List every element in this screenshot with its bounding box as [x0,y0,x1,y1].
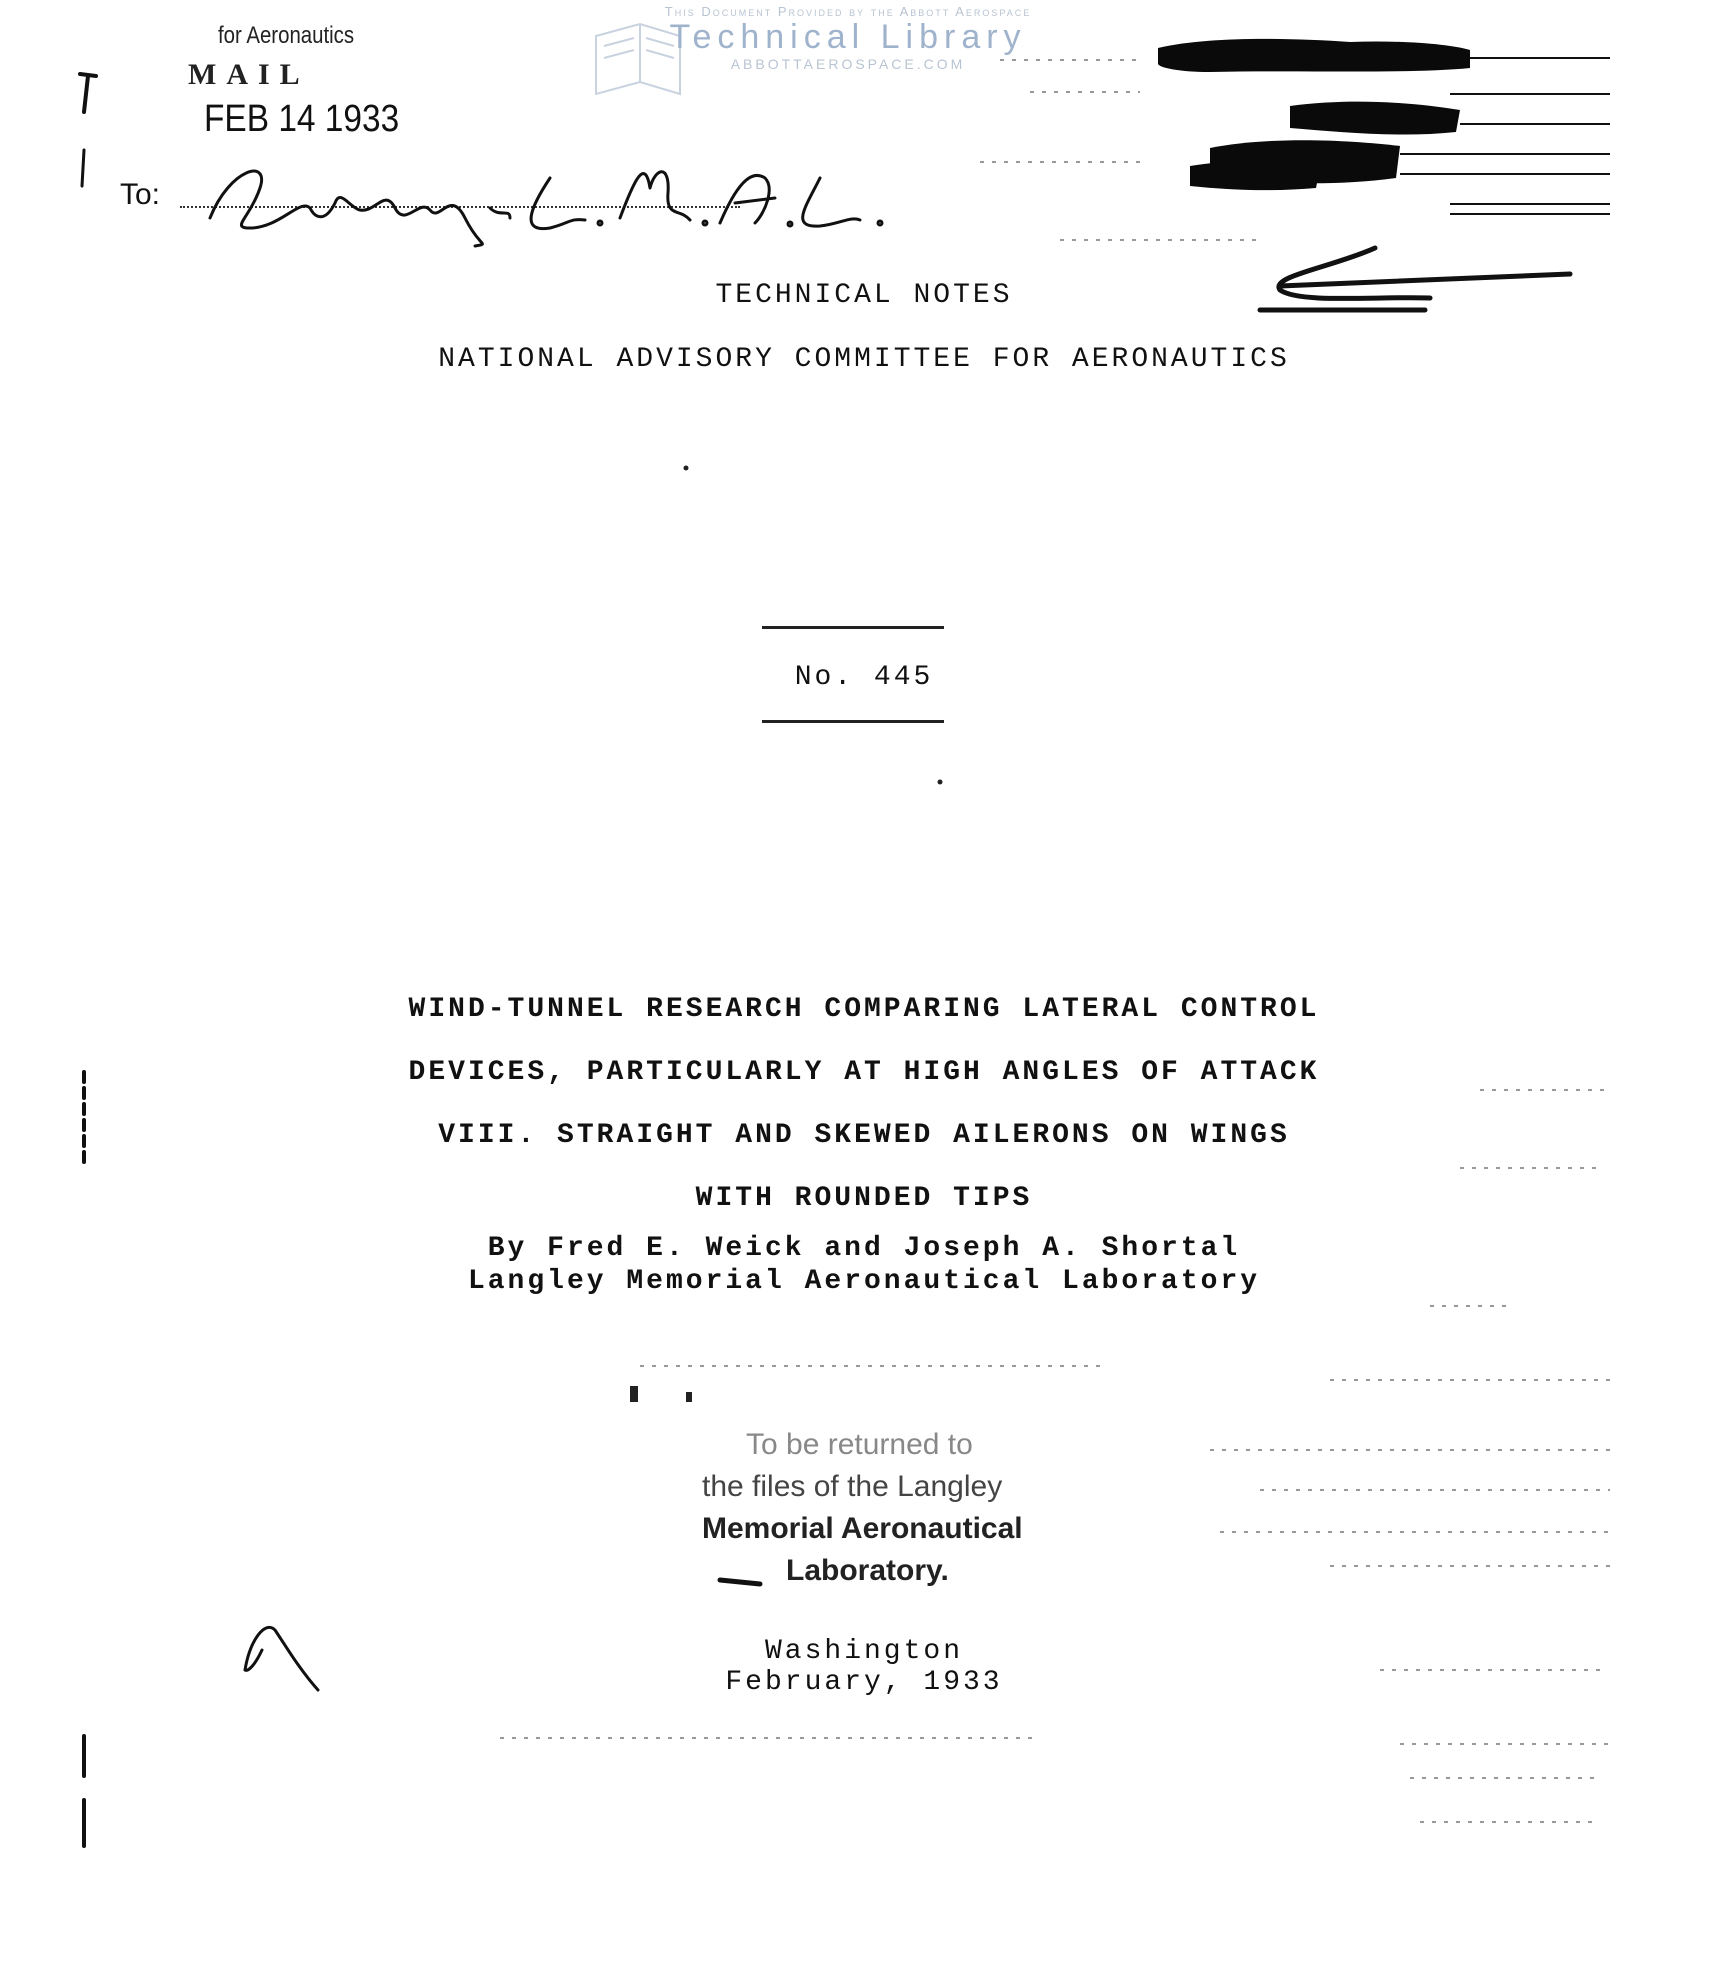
watermark-title: Technical Library [669,18,1027,56]
series-heading: TECHNICAL NOTES [715,280,1013,311]
title-line: VIII. STRAIGHT AND SKEWED AILERONS ON WINGS [438,1120,1290,1151]
to-label: To: [120,178,161,211]
author-names: By Fred E. Weick and Joseph A. Shortal [487,1233,1241,1264]
number-top-rule [762,626,944,629]
watermark-site: ABBOTTAEROSPACE.COM [730,56,966,72]
margin-punch-mark [82,150,84,186]
handwritten-recipient-signature [190,148,930,248]
publication-place: Washington [764,1636,964,1667]
file-stamp-line: To be returned to [746,1428,973,1461]
title-line: WIND-TUNNEL RESEARCH COMPARING LATERAL CONTROL [408,994,1320,1025]
file-stamp-line: the files of the Langley [702,1470,1003,1503]
author-affiliation: Langley Memorial Aeronautical Laboratory [467,1266,1261,1297]
number-bottom-rule [762,720,944,723]
file-return-stamp [680,1424,1080,1592]
document-number: No. 445 [794,662,934,693]
watermark-provided-by: This Document Provided by the Abbott Aerospace [664,4,1032,19]
stamp-mail: MAIL [188,58,310,91]
margin-punch-mark [80,74,96,112]
title-line: DEVICES, PARTICULARLY AT HIGH ANGLES OF ATTACK [408,1057,1320,1088]
organization-heading: NATIONAL ADVISORY COMMITTEE FOR AERONAUTICS [438,344,1290,375]
authors-block [0,1232,1728,1298]
stamp-date: FEB 14 1933 [204,98,400,140]
title-line: WITH ROUNDED TIPS [695,1183,1033,1214]
report-title [0,978,1728,1230]
place-and-date [0,1636,1728,1698]
stamp-agency: for Aeronautics [218,22,355,49]
file-stamp-line: Laboratory. [786,1554,949,1587]
publication-date: February, 1933 [725,1667,1003,1698]
file-stamp-line: Memorial Aeronautical [702,1512,1023,1545]
